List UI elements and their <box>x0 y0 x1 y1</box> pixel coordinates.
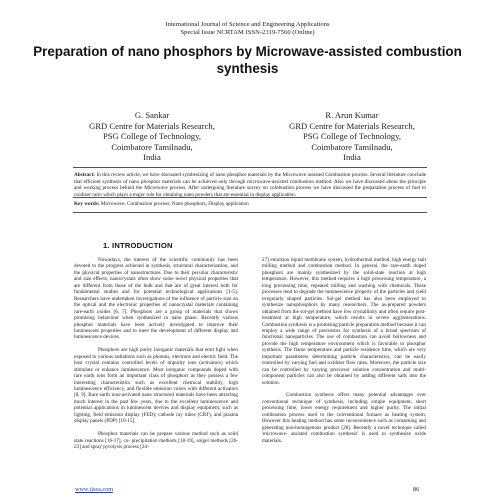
journal-issue: Special Issue NCRTAM ISSN-2319-7560 (Online) <box>180 29 315 37</box>
divider-middle <box>73 197 427 198</box>
abstract-text: In this review article, we have discussed synthesizing of nano phosphor materials by the Microwave assisted Combustion process. Several literature conclude that efficient synthesis of nano phosphor materials can be achieved only through microwave-assisted combustion method. Also we have discussed about the principle and working process behind the Microwave process. After undergoing literature survey on combustion process we have discussed the preparation process of fuel to oxidizer ratio which plays a major role for obtaining nano powders that are essential in display application. <box>74 172 427 198</box>
journal-header <box>0 21 495 38</box>
author-block-2 <box>262 110 442 163</box>
journal-website-link[interactable]: www.ijsea.com <box>75 486 114 493</box>
paragraph: Phosphor materials can be prepare various method such as solid state reactions [16-17], co- precipitation methods [18-19], solgel methods [20-23] and spray pyrolysis process [24- <box>74 431 238 451</box>
author-name: G. Sankar <box>134 110 170 120</box>
author-block-1 <box>62 110 242 163</box>
right-column <box>262 257 426 450</box>
paragraph: Phosphors are high purity inorganic materials that emit light when exposed to various radiations such as photons, electrons and electric field. The host crystal contains controlled levels of impurity ions (activators) which stimulate or enhance luminescence. Most inorganic compounds doped with rare earth ions form an important class of phosphors as they possess a few interesting characteristics such as excellent chemical stability, high luminescence efficiency, and flexible emission colors with different activators [8, 9]. Rare earth ions-activated nano structured materials have been attracting much interest in the past few years, due to the excellent luminescence and potential applications in luminescent devices and display equipment, such as lighting, field emission display (FED); cathode ray tubes (CRT), and plasma display panels (PDP) [10-15]. <box>74 347 238 425</box>
paragraph: Combustion synthesis offers many potential advantages over conventional technique of synthesis, including simple equipment, short processing time, lower energy requirement and higher purity. The initial combustion process used to the conventional furnace as heating system, However this heating method has some inconvenience such as consuming and generating non-homogenous product [28]. Recently a novel technique called 'microwave- assisted combustion synthesis' is used to synthesize oxide materials. <box>262 392 426 444</box>
author-affiliation: Coimbatore Tamilnadu, <box>111 141 193 152</box>
abstract <box>74 172 426 198</box>
author-country: India <box>143 152 161 163</box>
keywords-text: Microwave, Combustion process, Nano phosphors, Display application <box>100 201 249 207</box>
paper-title: Preparation of nano phosphors by Microwave-assisted combustion synthesis <box>33 44 462 76</box>
author-affiliation: Coimbatore Tamilnadu, <box>311 141 393 152</box>
paragraph: 27] emulsion liquid membrane system, hydrothermal method, high energy ball milling method and combustion method. In general, the rare-earth doped phosphors are mainly synthesized by the solid-state reaction at high temperature. However, this method requires a high processing temperature, a long processing time, repeated milling and washing with chemicals. These processes tend to degrade the luminescence property of the particles and yield irregularly shaped particles. Sol-gel method has also been employed to synthesize nanophosphors by many researchers. The as-prepared powders obtained from the sol-gel method have low crystallinity and often require post-treatment at high temperature, which results in severe agglomerations. Combustion synthesis is a promising particle preparation method because it can employ a wide range of precursors for synthesis of a broad spectrum of functional nanoparticles. The use of combustion can avoid hollowness and provide the high temperature environment which is favorable to phosphor synthesis. The flame temperature and particle residence time, which are very important parameters determining particle characteristics, can be easily controlled by varying fuel and oxidizer flow rates. Moreover, the particle size can be controlled by varying precursor solution concentration and multi-component particles can also be obtained by adding different salts into the solution. <box>262 257 426 386</box>
paragraph: Nowadays, the interest of the scientific community has been devoted to the progress achieved in synthesis, structural characterization, and the physical properties of nanostructures. Due to their peculiar characteristic and size effects, nanocrystals often show some novel physical properties that are different from those of the bulk and that are of great interest both for fundamental studies and for potential technological applications [1-5]. Researchers have undertaken investigations of the influence of particle size on the optical and the electronic properties of nanocrystal materials containing rare-earth oxides [6, 7]. Phosphors are a group of materials that shows promising behaviour when synthesized in nano phase. Recently various phosphor materials have been actively investigated to improve their luminescent properties and to meet the development of different display and luminescence devices. <box>74 257 238 341</box>
section-heading: 1. INTRODUCTION <box>103 241 173 250</box>
keywords-label: Key words: <box>74 201 100 207</box>
page-number: 86 <box>413 486 420 493</box>
divider-top <box>73 167 427 168</box>
keywords <box>74 201 426 208</box>
author-affiliation: PSG College of Technology, <box>103 131 201 142</box>
author-country: India <box>343 152 361 163</box>
author-affiliation: GRD Centre for Materials Research, <box>89 120 215 131</box>
left-column <box>74 257 238 457</box>
author-affiliation: GRD Centre for Materials Research, <box>289 120 415 131</box>
divider-bottom <box>73 212 427 213</box>
author-name: R. Arun Kumar <box>325 110 379 120</box>
abstract-label: Abstract: <box>74 172 96 178</box>
author-affiliation: PSG College of Technology, <box>303 131 401 142</box>
journal-name: International Journal of Science and Engineering Applications <box>165 21 330 28</box>
